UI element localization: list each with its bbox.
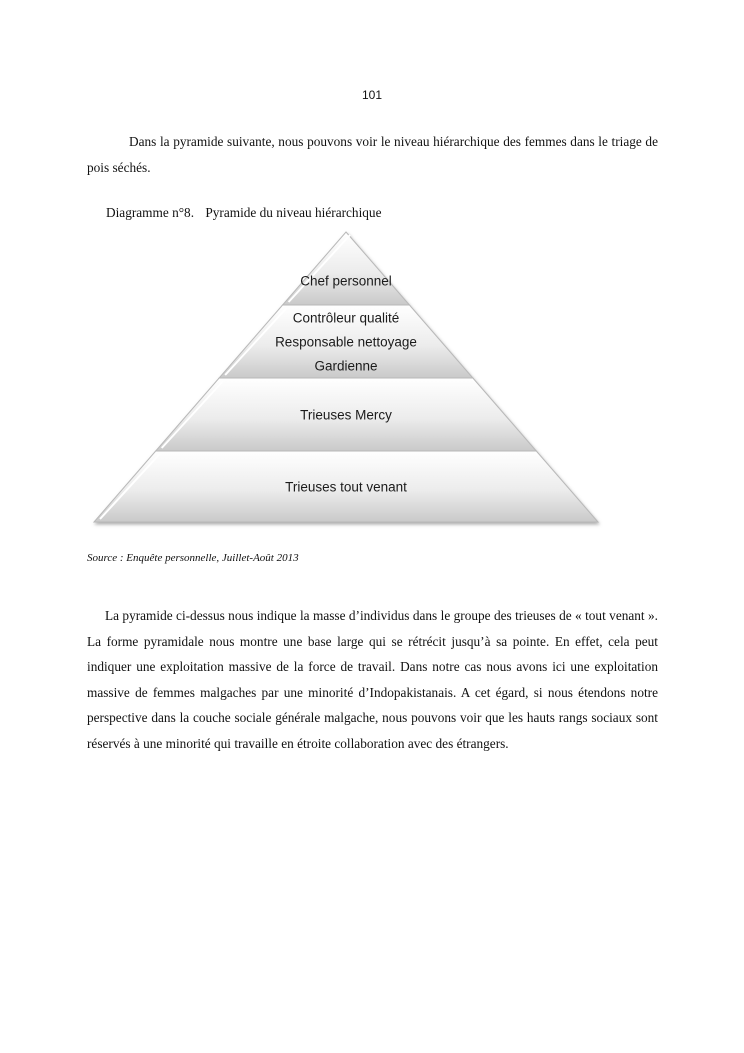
pyramid-tier-label: Chef personnel [300, 273, 392, 289]
pyramid-tier-label: Trieuses Mercy [300, 407, 392, 423]
pyramid-tier-label: Trieuses tout venant [285, 479, 407, 495]
analysis-paragraph: La pyramide ci-dessus nous indique la masse d’individus dans le groupe des trieuses de « tout venant ». La forme pyramidale nous montre une base large qui se rétrécit jusqu’à sa pointe. En effet, cela peut indiquer une exploitation massive de la force de travail. Dans notre cas nous avons ici une exploitation massive de femmes malgaches par une minorité d’Indopakistanais. A cet égard, si nous étendons notre perspective dans la couche sociale générale malgache, nous pouvons voir que les hauts rangs sociaux sont réservés à une minorité qui travaille en étroite collaboration avec des étrangers. [87, 608, 658, 751]
diagram-caption-title: Pyramide du niveau hiérarchique [205, 205, 382, 220]
source-note: Source : Enquête personnelle, Juillet-Août 2013 [87, 552, 299, 564]
pyramid-tier-label: Gardienne [314, 358, 378, 374]
page-number: 101 [361, 88, 383, 102]
diagram-caption [106, 205, 381, 221]
pyramid-tier-label: Contrôleur qualité [292, 310, 400, 326]
hierarchy-pyramid [88, 230, 608, 530]
diagram-caption-number: Diagramme n°8. [106, 205, 195, 220]
pyramid-tier-label: Responsable nettoyage [275, 334, 417, 350]
pyramid-tier-1 [283, 232, 410, 305]
intro-paragraph: Dans la pyramide suivante, nous pouvons voir le niveau hiérarchique des femmes dans le triage de pois séchés. [87, 134, 658, 175]
